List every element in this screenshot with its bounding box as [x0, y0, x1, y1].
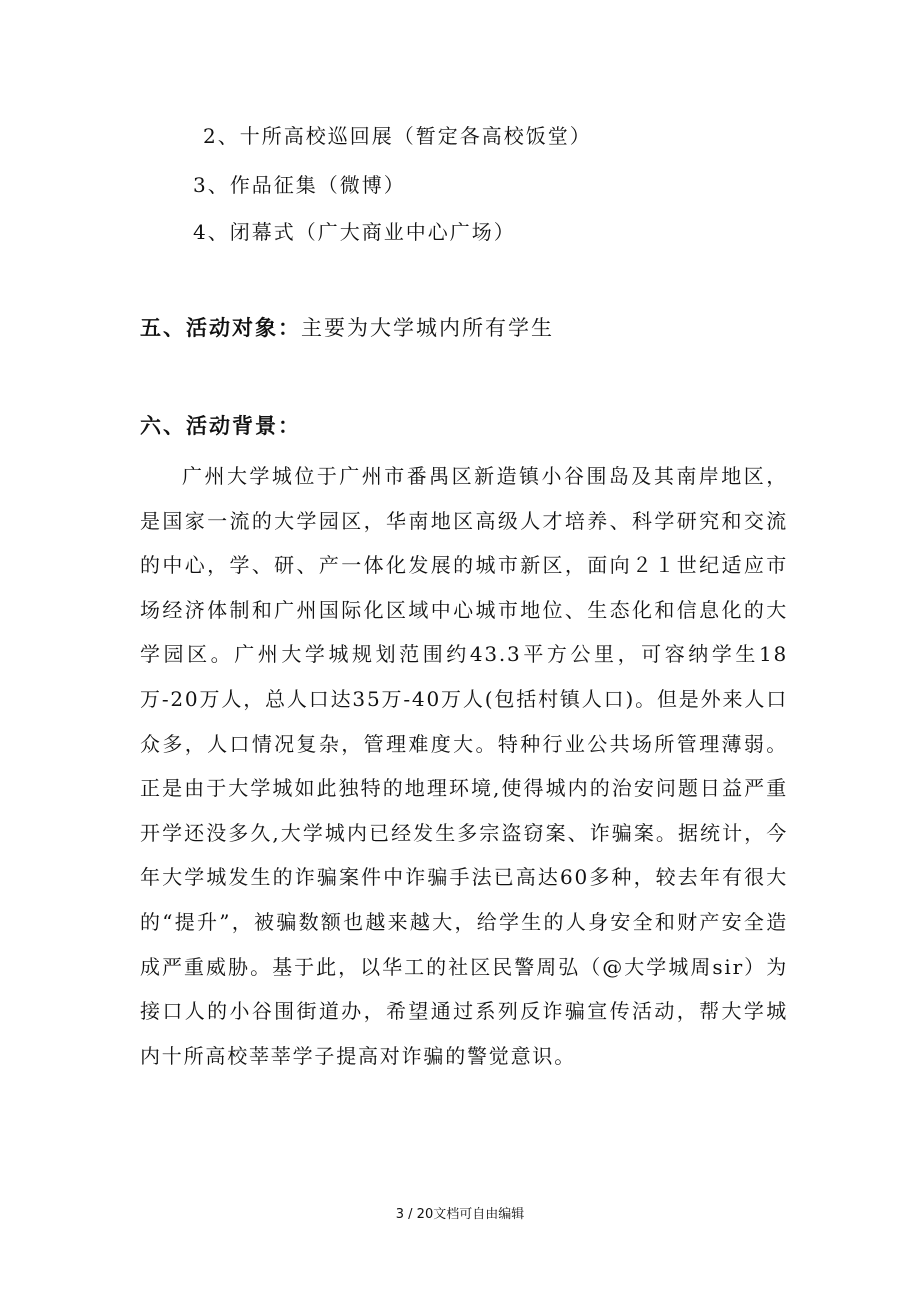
- background-paragraph: 广州大学城位于广州市番禺区新造镇小谷围岛及其南岸地区，是国家一流的大学园区，华南地区高级人才培养、科学研究和交流的中心，学、研、产一体化发展的城市新区，面向２１世纪适应市场经济体制和广州国际化区域中心城市地位、生态化和信息化的大学园区。广州大学城规划范围约43.3平方公里，可容纳学生18万-20万人，总人口达35万-40万人(包括村镇人口)。但是外来人口众多，人口情况复杂，管理难度大。特种行业公共场所管理薄弱。正是由于大学城如此独特的地理环境,使得城内的治安问题日益严重开学还没多久,大学城内已经发生多宗盗窃案、诈骗案。据统计，今年大学城发生的诈骗案件中诈骗手法已高达60多种，较去年有很大的“提升”，被骗数额也越来越大，给学生的人身安全和财产安全造成严重威胁。基于此，以华工的社区民警周弘（@大学城周sir）为接口人的小谷围街道办，希望通过系列反诈骗宣传活动，帮大学城内十所高校莘莘学子提高对诈骗的警觉意识。: [140, 464, 788, 1068]
- section-heading-activity-background: [140, 411, 301, 441]
- section-five-label: 五、活动对象：: [140, 316, 301, 340]
- page-footer: 3 / 20文档可自由编辑: [395, 1207, 525, 1222]
- section-heading-activity-target: [140, 313, 554, 343]
- list-item-work-collection: 3、作品征集（微博）: [193, 173, 406, 197]
- section-six-label: 六、活动背景：: [140, 414, 301, 438]
- list-item-touring-exhibition: 2、十所高校巡回展（暂定各高校饭堂）: [203, 124, 592, 148]
- list-item-closing-ceremony: 4、闭幕式（广大商业中心广场）: [193, 220, 516, 244]
- section-five-text: 主要为大学城内所有学生: [301, 316, 554, 340]
